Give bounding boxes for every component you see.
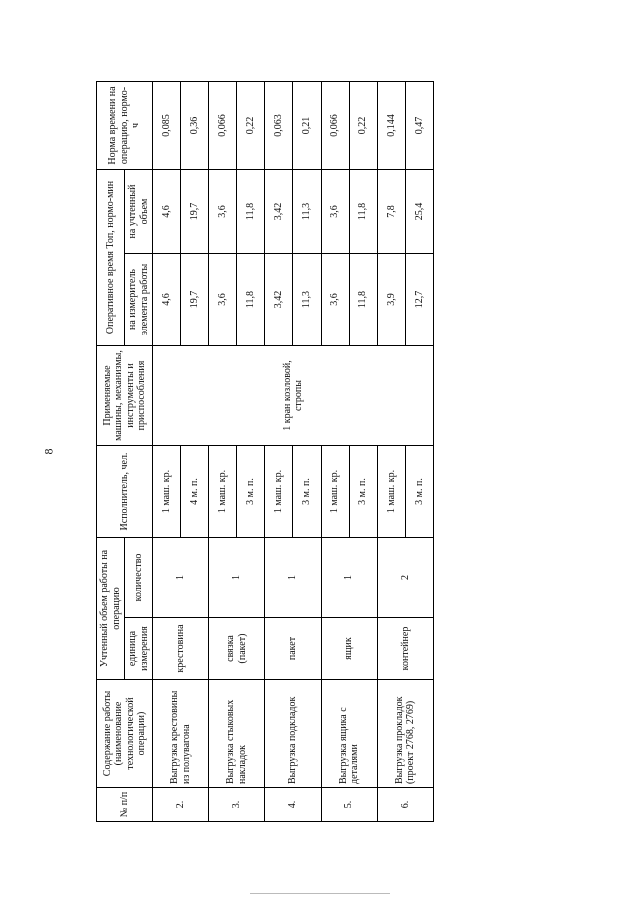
row-executor: 1 маш. кр. [377, 446, 405, 538]
row-per-element: 11,3 [293, 254, 321, 346]
row-executor: 3 м. п. [405, 446, 433, 538]
row-per-volume: 11,3 [293, 169, 321, 253]
machines-cell: 1 кран козловой, стропы [153, 346, 434, 446]
header-num: № п/п [97, 788, 153, 822]
header-quantity: количество [125, 538, 153, 618]
operations-table [96, 81, 434, 822]
row-executor: 1 маш. кр. [265, 446, 293, 538]
row-per-volume: 3,6 [209, 169, 237, 253]
row-num: 6. [377, 788, 433, 822]
row-content: Выгрузка подкладок [265, 680, 321, 788]
page-number: 8 [41, 448, 56, 455]
row-content: Выгрузка прокладок (проект 2768, 2769) [377, 680, 433, 788]
header-norm: Норма времени на операцию, нормо-ч [97, 81, 153, 169]
header-executor: Исполнитель, чел. [97, 446, 153, 538]
row-norm: 0,47 [405, 81, 433, 169]
row-unit: пакет [265, 618, 321, 680]
row-num: 2. [153, 788, 209, 822]
row-quantity: 1 [321, 538, 377, 618]
header-volume-group: Учтенный объем работы на операцию [97, 538, 125, 680]
row-per-volume: 19,7 [181, 169, 209, 253]
row-norm: 0,085 [153, 81, 181, 169]
table-row [321, 81, 349, 821]
row-norm: 0,21 [293, 81, 321, 169]
row-per-volume: 11,8 [349, 169, 377, 253]
row-norm: 0,22 [349, 81, 377, 169]
row-per-element: 4,6 [153, 254, 181, 346]
table-row [153, 81, 181, 821]
row-norm: 0,22 [237, 81, 265, 169]
row-unit: ящик [321, 618, 377, 680]
row-executor: 3 м. п. [237, 446, 265, 538]
row-unit: связка (пакет) [209, 618, 265, 680]
row-executor: 1 маш. кр. [153, 446, 181, 538]
row-num: 4. [265, 788, 321, 822]
row-executor: 3 м. п. [293, 446, 321, 538]
header-unit: единица измерения [125, 618, 153, 680]
row-unit: крестовина [153, 618, 209, 680]
row-per-volume: 11,8 [237, 169, 265, 253]
row-unit: контейнер [377, 618, 433, 680]
row-per-element: 3,42 [265, 254, 293, 346]
row-norm: 0,063 [265, 81, 293, 169]
row-quantity: 1 [265, 538, 321, 618]
row-executor: 3 м. п. [349, 446, 377, 538]
row-per-element: 11,8 [349, 254, 377, 346]
row-per-element: 19,7 [181, 254, 209, 346]
row-executor: 1 маш. кр. [209, 446, 237, 538]
row-quantity: 2 [377, 538, 433, 618]
table-row [377, 81, 405, 821]
row-per-volume: 7,8 [377, 169, 405, 253]
row-per-volume: 3,6 [321, 169, 349, 253]
row-per-element: 3,6 [321, 254, 349, 346]
row-per-element: 3,6 [209, 254, 237, 346]
row-num: 5. [321, 788, 377, 822]
header-row-1 [97, 81, 125, 821]
row-num: 3. [209, 788, 265, 822]
row-per-volume: 4,6 [153, 169, 181, 253]
scan-edge-line [250, 893, 390, 894]
row-per-element: 12,7 [405, 254, 433, 346]
row-per-element: 11,8 [237, 254, 265, 346]
row-quantity: 1 [153, 538, 209, 618]
table-row [265, 81, 293, 821]
row-executor: 1 маш. кр. [321, 446, 349, 538]
row-content: Выгрузка крестовины из полувагона [153, 680, 209, 788]
row-norm: 0,066 [321, 81, 349, 169]
row-norm: 0,144 [377, 81, 405, 169]
header-per-element: на измеритель элемента работы [125, 254, 153, 346]
header-content: Содержание работы (наименование технологической операции) [97, 680, 153, 788]
row-norm: 0,36 [181, 81, 209, 169]
row-norm: 0,066 [209, 81, 237, 169]
row-content: Выгрузка ящика с деталями [321, 680, 377, 788]
table-row [209, 81, 237, 821]
row-per-element: 3,9 [377, 254, 405, 346]
row-executor: 4 м. п. [181, 446, 209, 538]
header-op-time-group: Оперативное время Топ, нормо-мин [97, 169, 125, 345]
header-per-volume: на учтенный объем [125, 169, 153, 253]
table-rotator [96, 82, 434, 822]
row-quantity: 1 [209, 538, 265, 618]
row-content: Выгрузка стыковых накладок [209, 680, 265, 788]
row-per-volume: 25,4 [405, 169, 433, 253]
header-machines: Применяемые машины, механизмы, инструменты и приспособления [97, 346, 153, 446]
row-per-volume: 3,42 [265, 169, 293, 253]
rotated-page [96, 82, 434, 822]
